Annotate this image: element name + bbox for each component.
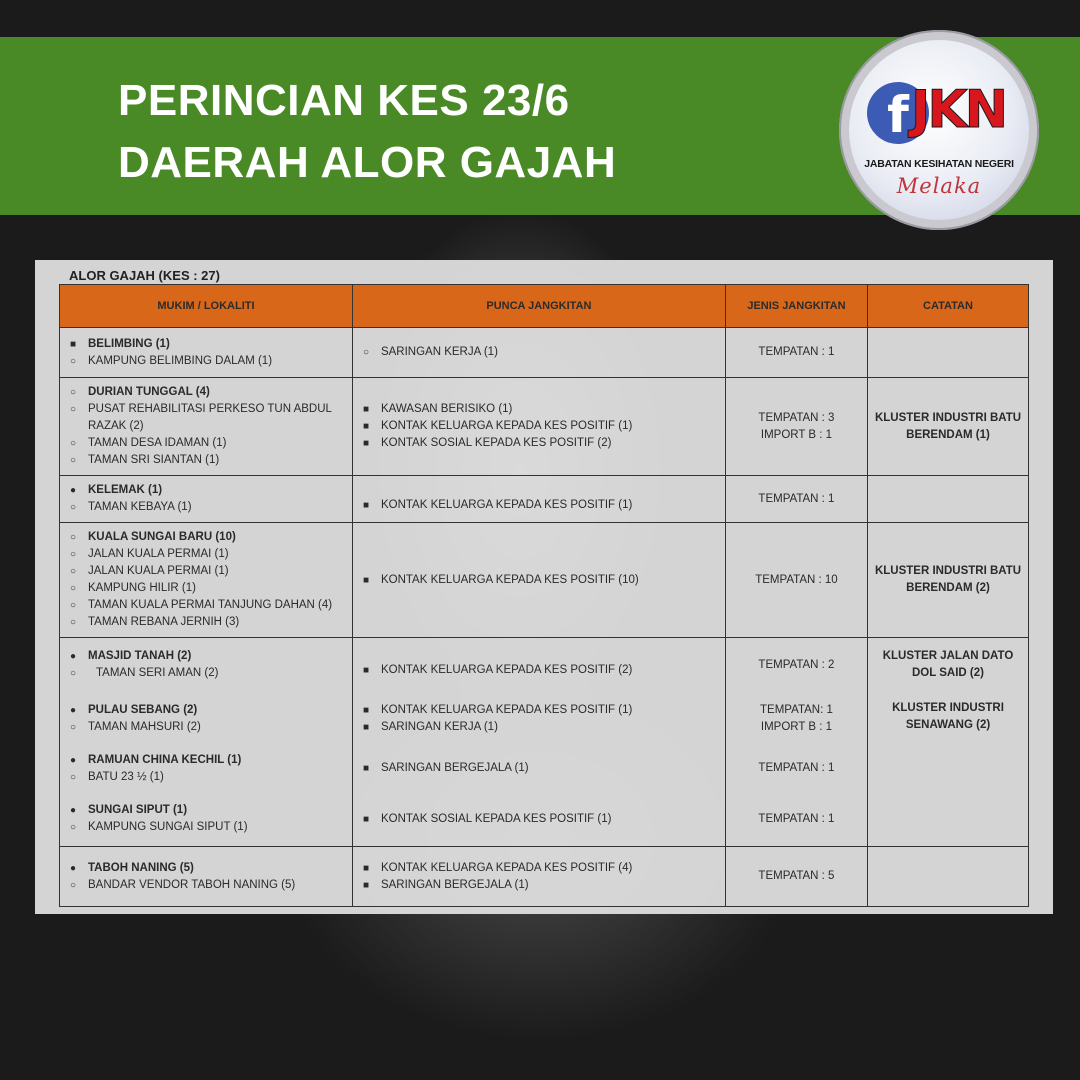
table-row [60, 378, 1029, 476]
table-row [60, 328, 1029, 378]
source-cell: ■ KONTAK KELUARGA KEPADA KES POSITIF (4) ■ SARINGAN BERGEJALA (1) [352, 847, 725, 907]
logo-wordmark: JKN [911, 80, 1006, 140]
locality-cell: ● PULAU SEBANG (2) ○ TAMAN MAHSURI (2) [60, 693, 353, 745]
column-header: PUNCA JANGKITAN [352, 285, 725, 328]
column-header: JENIS JANGKITAN [725, 285, 867, 328]
column-header: CATATAN [868, 285, 1029, 328]
type-cell: TEMPATAN : 1 [725, 476, 867, 523]
jkn-logo [839, 30, 1039, 230]
table-row [60, 638, 1029, 693]
title-line-2: DAERAH ALOR GAJAH [118, 138, 617, 187]
table-row [60, 476, 1029, 523]
table-header-row [60, 285, 1029, 328]
case-table [59, 284, 1029, 907]
type-cell: TEMPATAN : 3 IMPORT B : 1 [725, 378, 867, 476]
type-cell: TEMPATAN : 2 [725, 638, 867, 693]
note-cell [868, 847, 1029, 907]
note-cell: KLUSTER INDUSTRI BATU BERENDAM (1) [868, 378, 1029, 476]
case-document [35, 260, 1053, 914]
note-cell: KLUSTER INDUSTRI BATU BERENDAM (2) [868, 523, 1029, 638]
note-cell: KLUSTER JALAN DATO DOL SAID (2) KLUSTER INDUSTRI SENAWANG (2) [868, 638, 1029, 847]
locality-cell: ● MASJID TANAH (2) ○ TAMAN SERI AMAN (2) [60, 638, 353, 693]
type-cell: TEMPATAN : 10 [725, 523, 867, 638]
facebook-icon: f [867, 82, 929, 144]
locality-cell: ● KELEMAK (1) ○ TAMAN KEBAYA (1) [60, 476, 353, 523]
logo-face [849, 40, 1029, 220]
type-cell: TEMPATAN : 5 [725, 847, 867, 907]
note-cell [868, 476, 1029, 523]
type-cell: TEMPATAN : 1 [725, 745, 867, 793]
page-title [118, 70, 616, 194]
source-cell: ■ KAWASAN BERISIKO (1) ■ KONTAK KELUARGA KEPADA KES POSITIF (1) ■ KONTAK SOSIAL KEPADA KES POSITIF (2) [352, 378, 725, 476]
document-heading: ALOR GAJAH (KES : 27) [69, 268, 220, 283]
locality-cell: ■ BELIMBING (1) ○ KAMPUNG BELIMBING DALAM (1) [60, 328, 353, 378]
locality-cell: ○ DURIAN TUNGGAL (4) ○ PUSAT REHABILITASI PERKESO TUN ABDUL RAZAK (2) ○ TAMAN DESA IDAMAN (1) ○ TAMAN SRI SIANTAN (1) [60, 378, 353, 476]
column-header: MUKIM / LOKALITI [60, 285, 353, 328]
locality-cell: ● TABOH NANING (5) ○ BANDAR VENDOR TABOH NANING (5) [60, 847, 353, 907]
source-cell: ■ KONTAK KELUARGA KEPADA KES POSITIF (1) [352, 476, 725, 523]
source-cell: ■ SARINGAN BERGEJALA (1) [352, 745, 725, 793]
source-cell: ■ KONTAK SOSIAL KEPADA KES POSITIF (1) [352, 793, 725, 847]
locality-cell: ● SUNGAI SIPUT (1) ○ KAMPUNG SUNGAI SIPUT (1) [60, 793, 353, 847]
table-row [60, 523, 1029, 638]
table-row [60, 847, 1029, 907]
source-cell: ■ KONTAK KELUARGA KEPADA KES POSITIF (10) [352, 523, 725, 638]
logo-subtitle: JABATAN KESIHATAN NEGERI [864, 158, 1014, 170]
type-cell: TEMPATAN : 1 [725, 793, 867, 847]
type-cell: TEMPATAN: 1 IMPORT B : 1 [725, 693, 867, 745]
note-cell [868, 328, 1029, 378]
locality-cell: ● RAMUAN CHINA KECHIL (1) ○ BATU 23 ½ (1) [60, 745, 353, 793]
source-cell: ■ KONTAK KELUARGA KEPADA KES POSITIF (1) ■ SARINGAN KERJA (1) [352, 693, 725, 745]
title-line-1: PERINCIAN KES 23/6 [118, 76, 570, 125]
type-cell: TEMPATAN : 1 [725, 328, 867, 378]
source-cell: ○ SARINGAN KERJA (1) [352, 328, 725, 378]
logo-script: Melaka [896, 174, 982, 198]
source-cell: ■ KONTAK KELUARGA KEPADA KES POSITIF (2) [352, 638, 725, 693]
locality-cell: ○ KUALA SUNGAI BARU (10) ○ JALAN KUALA PERMAI (1) ○ JALAN KUALA PERMAI (1) ○ KAMPUNG HILIR (1) ○ TAMAN KUALA PERMAI TANJUNG DAHAN (4) ○ TAMAN REBANA JERNIH (3) [60, 523, 353, 638]
